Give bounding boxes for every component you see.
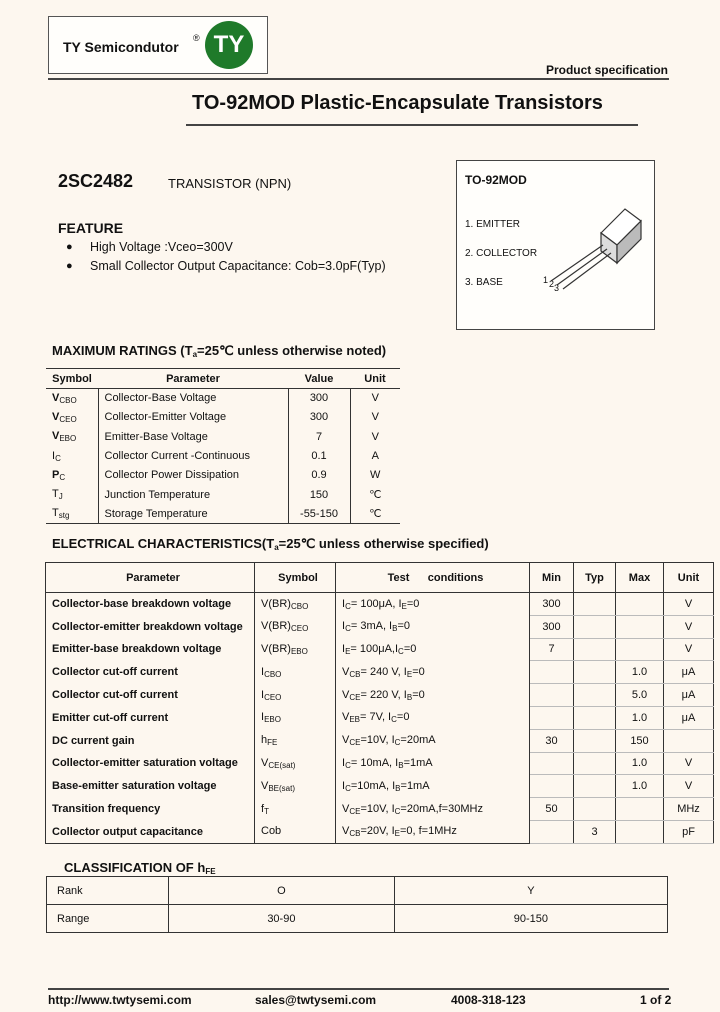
min-cell: 300 bbox=[530, 615, 574, 638]
max-cell bbox=[616, 593, 664, 616]
doc-type: Product specification bbox=[545, 63, 668, 77]
max-cell bbox=[616, 820, 664, 843]
max-cell: 1.0 bbox=[616, 661, 664, 684]
typ-cell: 3 bbox=[574, 820, 616, 843]
param-cell: Emitter-base breakdown voltage bbox=[46, 638, 255, 661]
pin-number: 2 bbox=[549, 279, 555, 289]
typ-cell bbox=[574, 638, 616, 661]
package-title: TO-92MOD bbox=[465, 173, 527, 187]
table-header-row: Parameter Symbol Test conditions Min Typ Max Unit bbox=[46, 563, 714, 593]
table-row bbox=[46, 752, 714, 775]
typ-cell bbox=[574, 775, 616, 798]
footer-divider bbox=[48, 988, 669, 990]
param-cell: Base-emitter saturation voltage bbox=[46, 775, 255, 798]
unit-cell: pF bbox=[664, 820, 714, 843]
typ-cell bbox=[574, 752, 616, 775]
test-condition-cell: $V_{CE}=10V$, $I_C=20mA$ bbox=[336, 729, 530, 752]
registered-mark: ® bbox=[193, 33, 200, 43]
table-row bbox=[46, 820, 714, 843]
unit-cell bbox=[664, 729, 714, 752]
table-row: $I_C$ Collector Current -Continuous 0.1 A bbox=[46, 446, 400, 465]
test-condition-cell: $V_{CB}= 240$ V, $I_E=0$ bbox=[336, 661, 530, 684]
param-cell: Collector-emitter saturation voltage bbox=[46, 752, 255, 775]
min-cell bbox=[530, 820, 574, 843]
symbol-cell: $I_{CBO}$ bbox=[255, 661, 336, 684]
pin-number: 3 bbox=[554, 283, 560, 293]
pin-number: 1 bbox=[543, 275, 549, 285]
table-row bbox=[46, 615, 714, 638]
param-cell: Collector output capacitance bbox=[46, 820, 255, 843]
min-cell bbox=[530, 706, 574, 729]
symbol-cell: $V_{CE(sat)}$ bbox=[255, 752, 336, 775]
table-row bbox=[46, 729, 714, 752]
unit-cell: V bbox=[664, 752, 714, 775]
min-cell bbox=[530, 661, 574, 684]
test-condition-cell: $I_C= 3mA$, $I_B=0$ bbox=[336, 615, 530, 638]
unit-cell: V bbox=[664, 638, 714, 661]
feature-item: High Voltage :Vceo=300V bbox=[90, 240, 233, 254]
footer-url[interactable]: http://www.twtysemi.com bbox=[48, 993, 192, 1007]
feature-item: Small Collector Output Capacitance: Cob=3.0pF(Typ) bbox=[90, 259, 386, 273]
part-type: TRANSISTOR (NPN) bbox=[168, 176, 292, 191]
page-title: TO-92MOD Plastic-Encapsulate Transistors bbox=[192, 92, 603, 114]
max-cell: 150 bbox=[616, 729, 664, 752]
symbol-cell: $V(BR)_{CBO}$ bbox=[255, 593, 336, 616]
symbol-cell: $I_{CEO}$ bbox=[255, 684, 336, 707]
table-row: $V_{CEO}$ Collector-Emitter Voltage 300 V bbox=[46, 408, 400, 427]
min-cell bbox=[530, 752, 574, 775]
bullet-icon: ● bbox=[66, 260, 73, 272]
classification-heading: CLASSIFICATION OF $h_{FE}$ bbox=[64, 860, 216, 876]
pin-label: 3. BASE bbox=[465, 277, 503, 288]
table-row: Rank O Y bbox=[47, 877, 668, 905]
unit-cell: V bbox=[664, 615, 714, 638]
min-cell: 300 bbox=[530, 593, 574, 616]
symbol-cell: $V(BR)_{CEO}$ bbox=[255, 615, 336, 638]
table-row: $P_C$ Collector Power Dissipation 0.9 W bbox=[46, 466, 400, 485]
table-row bbox=[46, 638, 714, 661]
feature-heading: FEATURE bbox=[58, 220, 124, 236]
table-row: $V_{EBO}$ Emitter-Base Voltage 7 V bbox=[46, 427, 400, 446]
param-cell: Collector-base breakdown voltage bbox=[46, 593, 255, 616]
header-divider bbox=[48, 78, 669, 80]
table-row bbox=[46, 593, 714, 616]
typ-cell bbox=[574, 684, 616, 707]
bullet-icon: ● bbox=[66, 241, 73, 253]
typ-cell bbox=[574, 593, 616, 616]
max-ratings-table bbox=[46, 368, 400, 524]
footer-email[interactable]: sales@twtysemi.com bbox=[255, 993, 377, 1007]
symbol-cell: $V_{BE(sat)}$ bbox=[255, 775, 336, 798]
max-cell: 5.0 bbox=[616, 684, 664, 707]
symbol-cell: $f_T$ bbox=[255, 798, 336, 821]
ty-logo-icon: TY bbox=[205, 21, 253, 69]
min-cell: 30 bbox=[530, 729, 574, 752]
test-condition-cell: $I_C= 100\mu A$, $I_E=0$ bbox=[336, 593, 530, 616]
table-row bbox=[46, 798, 714, 821]
min-cell: 7 bbox=[530, 638, 574, 661]
table-row: $V_{CBO}$ Collector-Base Voltage 300 V bbox=[46, 389, 400, 408]
max-cell: 1.0 bbox=[616, 775, 664, 798]
table-row bbox=[46, 661, 714, 684]
param-cell: Emitter cut-off current bbox=[46, 706, 255, 729]
test-condition-cell: $I_C=10mA$, $I_B=1mA$ bbox=[336, 775, 530, 798]
footer-phone: 4008-318-123 bbox=[451, 993, 526, 1007]
unit-cell: V bbox=[664, 593, 714, 616]
symbol-cell: $h_{FE}$ bbox=[255, 729, 336, 752]
table-row bbox=[46, 775, 714, 798]
pin-label: 2. COLLECTOR bbox=[465, 248, 538, 259]
max-cell bbox=[616, 638, 664, 661]
package-box bbox=[456, 160, 655, 330]
test-condition-cell: $I_E= 100\mu A,I_C=0$ bbox=[336, 638, 530, 661]
max-cell bbox=[616, 798, 664, 821]
symbol-cell: Cob bbox=[255, 820, 336, 843]
unit-cell: μA bbox=[664, 684, 714, 707]
max-cell: 1.0 bbox=[616, 706, 664, 729]
test-condition-cell: $I_C= 10mA$, $I_B=1mA$ bbox=[336, 752, 530, 775]
max-cell: 1.0 bbox=[616, 752, 664, 775]
typ-cell bbox=[574, 615, 616, 638]
table-row: $T_{stg}$ Storage Temperature -55-150 ℃ bbox=[46, 504, 400, 523]
table-row: $T_J$ Junction Temperature 150 ℃ bbox=[46, 485, 400, 504]
unit-cell: μA bbox=[664, 706, 714, 729]
param-cell: Transition frequency bbox=[46, 798, 255, 821]
company-name: TY Semicondutor bbox=[63, 39, 179, 55]
symbol-cell: $I_{EBO}$ bbox=[255, 706, 336, 729]
max-cell bbox=[616, 615, 664, 638]
pin-label: 1. EMITTER bbox=[465, 219, 521, 230]
typ-cell bbox=[574, 661, 616, 684]
classification-table bbox=[46, 876, 668, 933]
elec-char-heading: ELECTRICAL $CHARACTERISTICS(T_a=25℃$ unless otherwise specified) bbox=[52, 536, 489, 552]
min-cell: 50 bbox=[530, 798, 574, 821]
test-condition-cell: $V_{EB}= 7V$, $I_C=0$ bbox=[336, 706, 530, 729]
symbol-cell: $V(BR)_{EBO}$ bbox=[255, 638, 336, 661]
company-logo-box bbox=[48, 16, 268, 74]
title-underline bbox=[186, 124, 638, 126]
test-condition-cell: $V_{CE}=10V$, $I_C=20mA,f=30MHz$ bbox=[336, 798, 530, 821]
typ-cell bbox=[574, 729, 616, 752]
param-cell: DC current gain bbox=[46, 729, 255, 752]
unit-cell: MHz bbox=[664, 798, 714, 821]
param-cell: Collector cut-off current bbox=[46, 684, 255, 707]
unit-cell: μA bbox=[664, 661, 714, 684]
unit-cell: V bbox=[664, 775, 714, 798]
transistor-package-icon bbox=[543, 201, 653, 301]
part-number: 2SC2482 bbox=[58, 171, 134, 191]
table-row: Range 30-90 90-150 bbox=[47, 905, 668, 933]
table-row bbox=[46, 706, 714, 729]
max-ratings-heading: MAXIMUM RATINGS ($T_a=25℃$ unless otherwise noted) bbox=[52, 343, 387, 359]
test-condition-cell: $V_{CB}=20V$, $I_E=0$, f=1MHz bbox=[336, 820, 530, 843]
min-cell bbox=[530, 775, 574, 798]
page-number: 1 of 2 bbox=[640, 993, 672, 1007]
param-cell: Collector-emitter breakdown voltage bbox=[46, 615, 255, 638]
typ-cell bbox=[574, 798, 616, 821]
min-cell bbox=[530, 684, 574, 707]
test-condition-cell: $V_{CE}= 220$ V, $I_B=0$ bbox=[336, 684, 530, 707]
table-header-row: Symbol Parameter Value Unit bbox=[46, 369, 400, 389]
param-cell: Collector cut-off current bbox=[46, 661, 255, 684]
table-row bbox=[46, 684, 714, 707]
typ-cell bbox=[574, 706, 616, 729]
electrical-characteristics-table bbox=[45, 562, 714, 844]
